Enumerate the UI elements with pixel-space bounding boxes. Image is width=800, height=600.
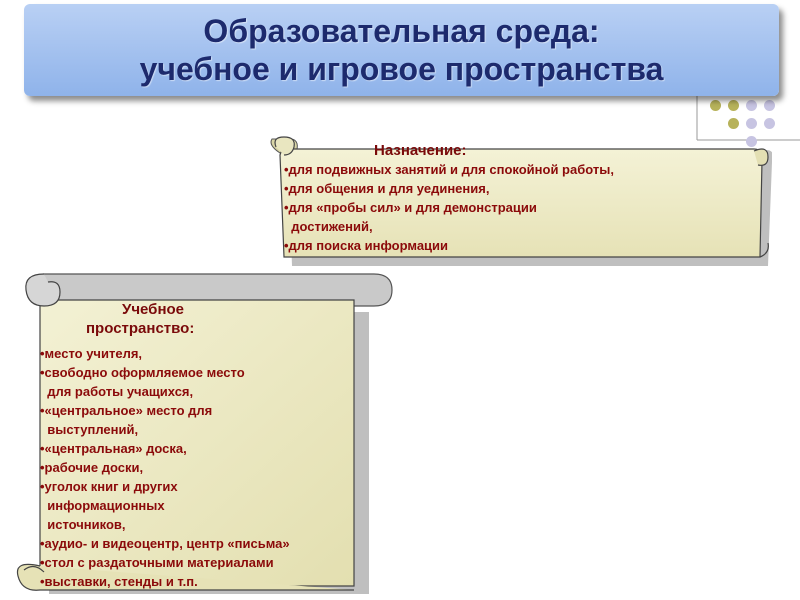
learning-item: •свободно оформляемое место (40, 365, 245, 380)
learning-item: •«центральная» доска, (40, 441, 187, 456)
dot-lavender (764, 100, 775, 111)
purpose-heading: Назначение: (374, 142, 467, 159)
learning-heading-line-1: Учебное (122, 301, 185, 318)
learning-item: информационных (40, 498, 165, 513)
dot-olive (710, 100, 721, 111)
learning-item: для работы учащихся, (40, 384, 194, 399)
dot-lavender (764, 118, 775, 129)
dot-lavender (746, 100, 757, 111)
dot-olive (728, 118, 739, 129)
title-line-2: учебное и игровое пространства (139, 51, 664, 87)
purpose-item: •для общения и для уединения, (284, 181, 490, 196)
purpose-item: •для «пробы сил» и для демонстрации (284, 200, 537, 215)
title-line-1: Образовательная среда: (203, 13, 600, 49)
learning-item: источников, (40, 517, 126, 532)
learning-item: •выставки, стенды и т.п. (40, 574, 198, 589)
learning-item: •стол с раздаточными материалами (40, 555, 274, 570)
learning-item: •аудио- и видеоцентр, центр «письма» (40, 536, 290, 551)
learning-item: •рабочие доски, (40, 460, 144, 475)
purpose-item: достижений, (284, 219, 373, 234)
learning-item: выступлений, (40, 422, 139, 437)
dot-olive (728, 100, 739, 111)
dot-lavender (746, 118, 757, 129)
learning-heading-line-2: пространство: (86, 320, 195, 337)
learning-item: •место учителя, (40, 346, 143, 361)
learning-item: •«центральное» место для (40, 403, 213, 418)
purpose-item: •для подвижных занятий и для спокойной работы, (284, 162, 614, 177)
title-banner (24, 4, 779, 96)
learning-space-scroll (4, 270, 396, 596)
purpose-item: •для поиска информации (284, 238, 449, 253)
purpose-scroll (262, 135, 772, 270)
learning-item: •уголок книг и других (40, 479, 178, 494)
